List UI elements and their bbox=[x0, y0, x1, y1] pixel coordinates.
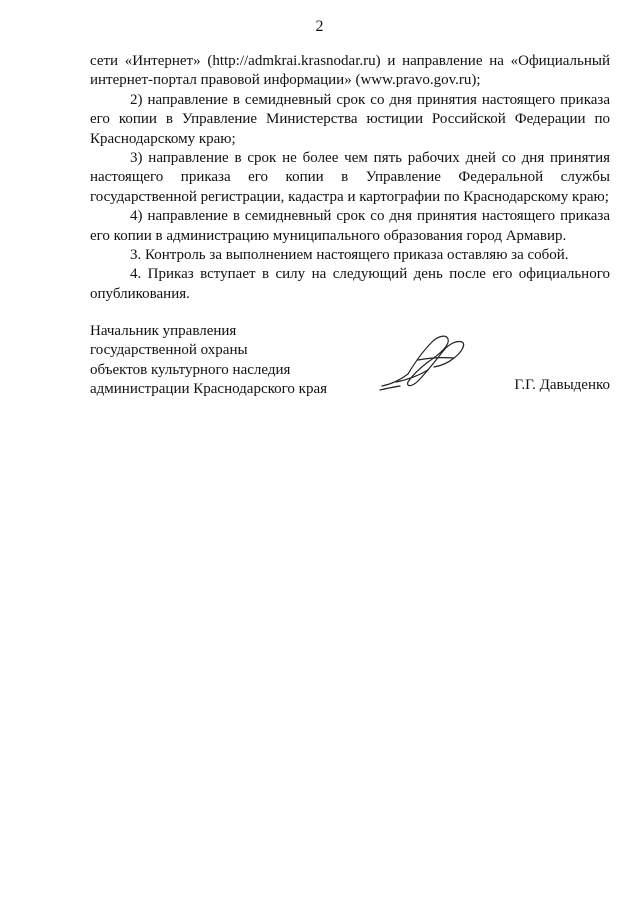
page-number: 2 bbox=[315, 18, 324, 35]
paragraph-2: 2) направление в семидневный срок со дня принятия настоящего приказа его копии в Управление Министерства юстиции Российской Федерации по Краснодарскому краю; bbox=[90, 91, 610, 147]
position-line: Начальник управления bbox=[90, 323, 237, 339]
paragraph-3: 3) направление в срок не более чем пять рабочих дней со дня принятия настоящего приказа его копии в Управление Федеральной службы государственной регистрации, кадастра и картографии по Краснодарскому краю; bbox=[90, 150, 610, 205]
position-line: объектов культурного наследия bbox=[90, 361, 291, 378]
signer-position bbox=[90, 322, 327, 400]
position-line: администрации Краснодарского края bbox=[90, 381, 328, 398]
paragraph-4: 4) направление в семидневный срок со дня принятия настоящего приказа его копии в администрацию муниципального образования город Армавир. bbox=[90, 208, 610, 244]
signer-name: Г.Г. Давыденко bbox=[514, 377, 610, 393]
document-body bbox=[90, 52, 610, 304]
paragraph-6: 4. Приказ вступает в силу на следующий день после его официального опубликования. bbox=[90, 266, 610, 302]
paragraph-5: 3. Контроль за выполнением настоящего приказа оставляю за собой. bbox=[130, 247, 569, 264]
handwritten-signature bbox=[378, 330, 470, 392]
position-line: государственной охраны bbox=[90, 342, 248, 359]
paragraph-1: сети «Интернет» (http://admkrai.krasnodar.ru) и направление на «Официальный интернет-портал правовой информации» (www.pravo.gov.ru); bbox=[90, 53, 610, 89]
